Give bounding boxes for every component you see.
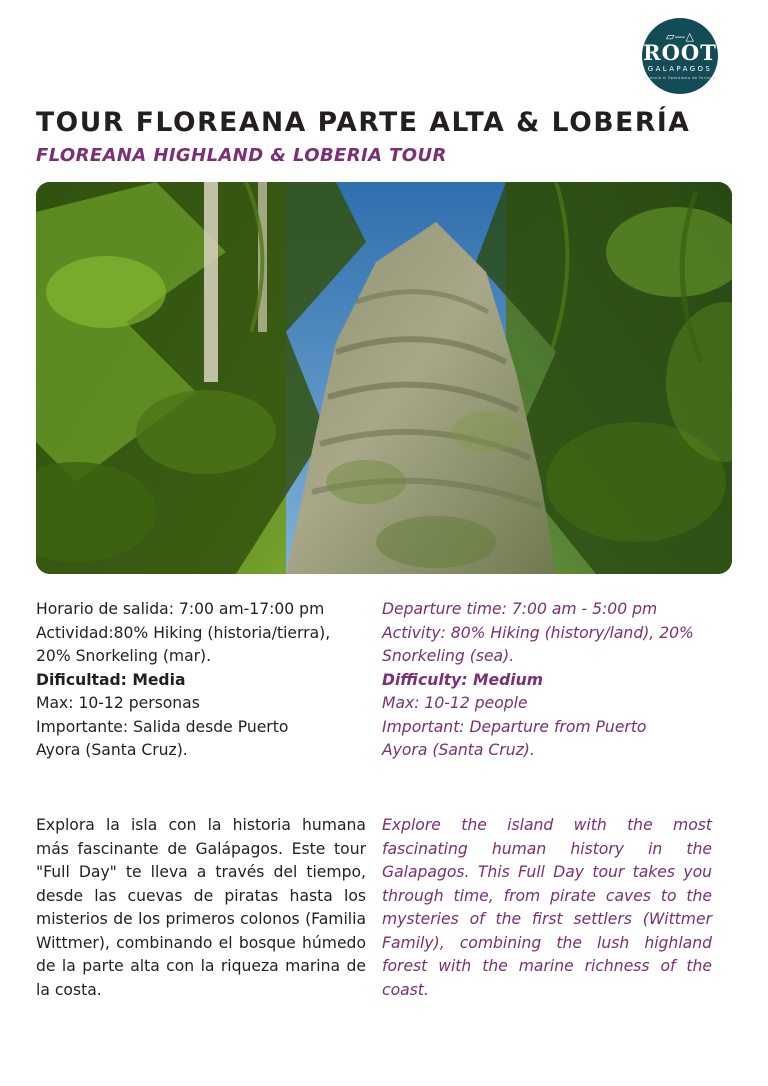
logo-brand-name: ROOT <box>643 40 717 65</box>
description-es <box>36 814 366 1002</box>
hero-illustration <box>36 182 732 574</box>
info-en-line-3: Snorkeling (sea). <box>382 647 515 665</box>
info-block-es <box>36 598 366 763</box>
logo-circle <box>642 18 718 94</box>
page-title-en: FLOREANA HIGHLAND & LOBERIA TOUR <box>36 145 447 166</box>
info-es-max: Max: 10-12 personas <box>36 694 200 712</box>
info-en-line-1: Departure time: 7:00 am - 5:00 pm <box>382 600 658 618</box>
brand-logo <box>636 18 732 94</box>
info-block-en <box>382 598 712 763</box>
info-en-difficulty: Difficulty: Medium <box>382 670 543 689</box>
description-es-text: Explora la isla con la historia humana más fascinante de Galápagos. Este tour "Full Day" te lleva a través del tiempo, desde las cuevas de piratas hasta los misterios de los primeros colonos (Familia Wittmer), combinando el bosque húmedo de la parte alta con la riqueza marina de la costa. <box>36 816 366 999</box>
info-en-line-2: Activity: 80% Hiking (history/land), 20% <box>382 623 694 642</box>
info-es-difficulty: Dificultad: Media <box>36 670 186 689</box>
info-en-max: Max: 10-12 people <box>382 694 528 712</box>
logo-brand-subtitle: GALAPAGOS <box>647 65 713 73</box>
description-en-text: Explore the island with the most fascinating human history in the Galapagos. This Full Day tour takes you through time, from pirate caves to the mysteries of the first settlers (Wittmer Family), combining the lush highland forest with the marine richness of the coast. <box>382 816 712 999</box>
hero-photo <box>36 182 732 574</box>
info-es-line-7: Ayora (Santa Cruz). <box>36 741 188 759</box>
info-es-line-6: Importante: Salida desde Puerto <box>36 717 289 736</box>
info-es-line-1: Horario de salida: 7:00 am-17:00 pm <box>36 600 325 618</box>
page-title-es: TOUR FLOREANA PARTE ALTA & LOBERÍA <box>36 107 691 138</box>
info-en-line-7: Ayora (Santa Cruz). <box>382 741 535 759</box>
description-en <box>382 814 712 1002</box>
bird-icon: ▱—△ <box>666 30 694 43</box>
info-es-line-3: 20% Snorkeling (mar). <box>36 647 212 665</box>
logo-tagline: Agencia & Operadora de Turismo <box>644 76 716 80</box>
info-es-line-2: Actividad:80% Hiking (historia/tierra), <box>36 623 331 642</box>
info-en-line-6: Important: Departure from Puerto <box>382 717 647 736</box>
